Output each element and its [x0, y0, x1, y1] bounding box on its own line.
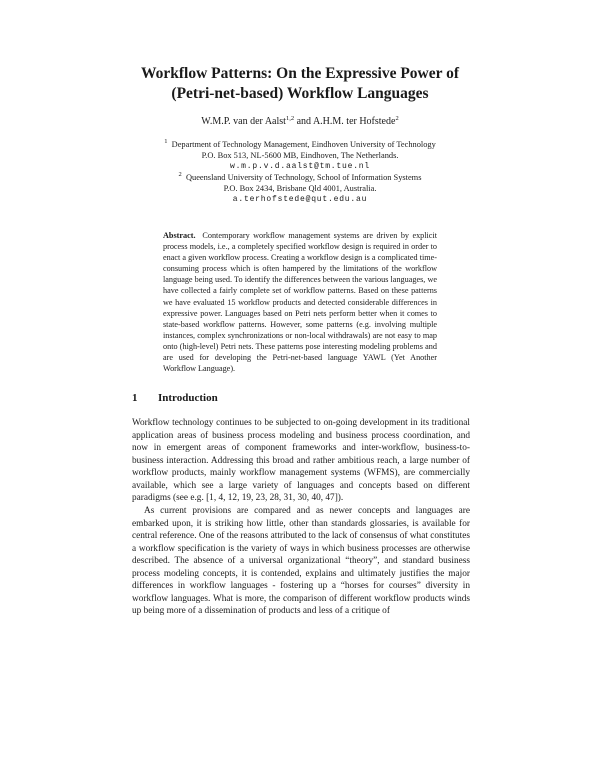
paragraph-2: As current provisions are compared and as newer concepts and languages are embarked upon, it is striking how little, other than standards glossaries, is available for central reference. One of the reasons attributed to the lack of consensus of what constitutes a workflow specification is the variety of ways in which business processes are otherwise described. The absence of a universal organizational “theory”, and standard business process modeling concepts, it is contended, explains and ultimately justifies the major differences in workflow languages - fostering up a “horses for courses” diversity in workflow languages. What is more, the comparison of different workflow products winds up being more of a dissemination of products and less of a critique of — [132, 506, 470, 617]
affiliation-1-email: w.m.p.v.d.aalst@tm.tue.nl — [229, 162, 371, 171]
section-title: Introduction — [158, 392, 218, 404]
affiliation-2-line-1 — [0, 172, 600, 183]
abstract-label: Abstract. — [163, 231, 196, 240]
author-conjunction: and — [294, 116, 313, 127]
paragraph-1: Workflow technology continues to be subjected to on-going development in its traditional application areas of business process modeling and business process coordination, and now in emergent areas of component frameworks and inter-workflow, business-to-business interaction. Addressing this broad and rather ambitious reach, a large number of workflow products, mainly workflow management systems (WFMS), are commercially available, which see a large variety of languages and concepts based on different paradigms (see e.g. [1, 4, 12, 19, 23, 28, 31, 30, 40, 47]). — [132, 418, 470, 504]
affiliation-2-address: P.O. Box 2434, Brisbane Qld 4001, Australia. — [223, 184, 377, 193]
author-1-name: W.M.P. van der Aalst — [201, 116, 286, 127]
author-1-affiliation-mark: 1,2 — [285, 115, 295, 122]
paper-title-line-2: (Petri-net-based) Workflow Languages — [171, 85, 429, 102]
affiliation-2-email: a.terhofstede@qut.edu.au — [232, 195, 368, 204]
author-line — [0, 116, 600, 127]
author-2-affiliation-mark: 2 — [395, 115, 399, 122]
abstract — [163, 230, 437, 374]
affiliation-1-line-1 — [0, 139, 600, 150]
affiliation-1-department: Department of Technology Management, Eindhoven University of Technology — [171, 140, 436, 149]
section-number: 1 — [132, 392, 138, 404]
affiliation-2-department: Queensland University of Technology, School of Information Systems — [185, 173, 422, 182]
section-heading — [132, 392, 218, 404]
affiliation-1-mark: 1 — [164, 138, 168, 145]
affiliation-1-address: P.O. Box 513, NL-5600 MB, Eindhoven, The Netherlands. — [201, 151, 399, 160]
paper-title-line-1: Workflow Patterns: On the Expressive Power of — [141, 65, 459, 82]
affiliation-2-mark: 2 — [178, 171, 182, 178]
abstract-text: Contemporary workflow management systems are driven by explicit process models, i.e., a completely specified workflow design is required in order to enact a given workflow process. Creating a workflow design is a complicated time-consuming process which is often hampered by the limitations of the workflow language being used. To identify the differences between the various languages, we have collected a fairly complete set of workflow patterns. Based on these patterns we have evaluated 15 workflow products and detected considerable differences in expressive power. Languages based on Petri nets perform better when it comes to state-based workflow patterns. However, some patterns (e.g. involving multiple instances, complex synchronizations or non-local withdrawals) are not easy to map onto (high-level) Petri nets. These patterns pose interesting modeling problems and are used for developing the Petri-net-based language YAWL (Yet Another Workflow Language). — [163, 231, 437, 374]
author-2-name: A.H.M. ter Hofstede — [312, 116, 396, 127]
